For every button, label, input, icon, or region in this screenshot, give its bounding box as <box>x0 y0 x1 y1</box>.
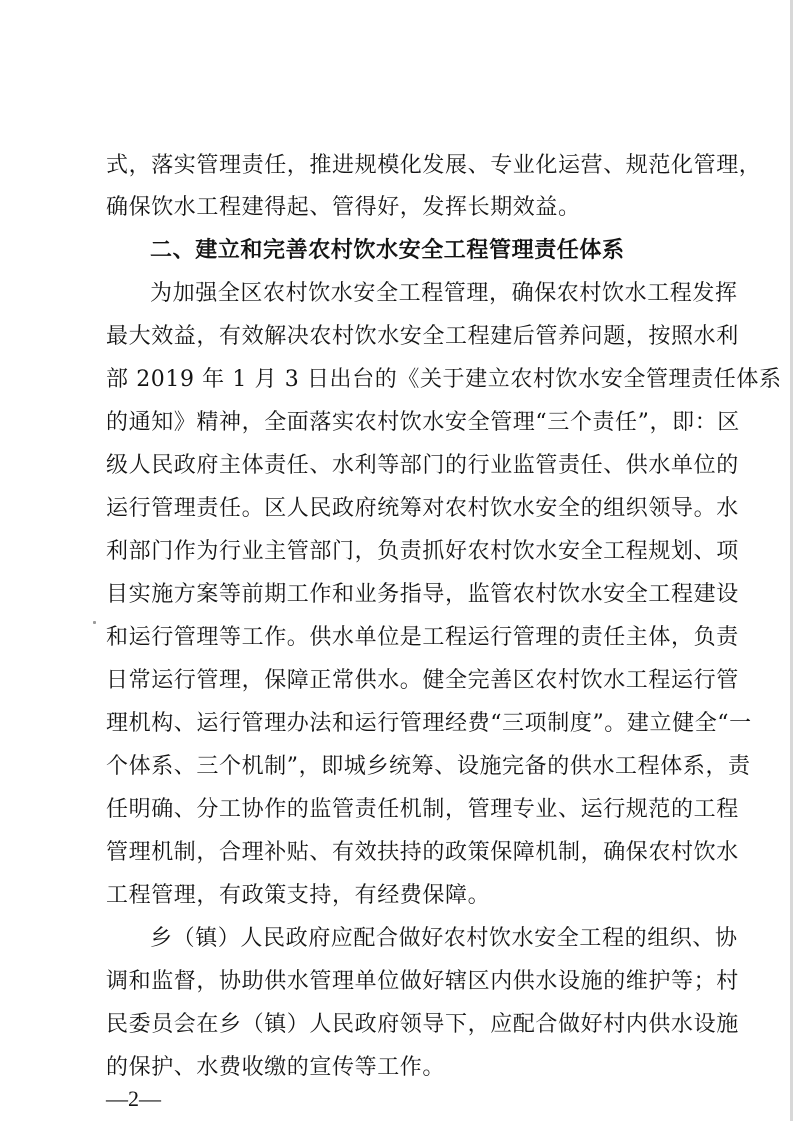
text-line: 确保饮水工程建得起、管得好，发挥长期效益。 <box>106 195 581 220</box>
paragraph-first-line: 乡（镇）人民政府应配合做好农村饮水安全工程的组织、协 <box>150 926 738 951</box>
text-line: 级人民政府主体责任、水利等部门的行业监管责任、供水单位的 <box>106 453 739 478</box>
text-line: 任明确、分工协作的监管责任机制，管理专业、运行规范的工程 <box>106 797 739 822</box>
paragraph-first-line: 为加强全区农村饮水安全工程管理，确保农村饮水工程发挥 <box>150 281 738 306</box>
text-line: 个体系、三个机制”，即城乡统筹、设施完备的供水工程体系，责 <box>106 754 751 779</box>
text-line: 工程管理，有政策支持，有经费保障。 <box>106 883 491 908</box>
text-line: 管理机制，合理补贴、有效扶持的政策保障机制，确保农村饮水 <box>106 840 739 865</box>
text-line: 最大效益，有效解决农村饮水安全工程建后管养问题，按照水利 <box>106 324 739 349</box>
text-line: 理机构、运行管理办法和运行管理经费“三项制度”。建立健全“一 <box>106 711 752 736</box>
text-line: 的保护、水费收缴的宣传等工作。 <box>106 1055 446 1080</box>
text-line: 目实施方案等前期工作和业务指导，监管农村饮水安全工程建设 <box>106 582 739 607</box>
text-line: 日常运行管理，保障正常供水。健全完善区农村饮水工程运行管 <box>106 668 739 693</box>
section-heading: 二、建立和完善农村饮水安全工程管理责任体系 <box>150 238 625 263</box>
page-number: —2— <box>106 1086 161 1111</box>
text-line: 和运行管理等工作。供水单位是工程运行管理的责任主体，负责 <box>106 625 739 650</box>
text-line: 式，落实管理责任，推进规模化发展、专业化运营、规范化管理， <box>106 153 762 178</box>
text-line: 调和监督，协助供水管理单位做好辖区内供水设施的维护等；村 <box>106 969 739 994</box>
text-line: 运行管理责任。区人民政府统筹对农村饮水安全的组织领导。水 <box>106 496 739 521</box>
text-line: 利部门作为行业主管部门，负责抓好农村饮水安全工程规划、项 <box>106 539 739 564</box>
text-line: 部 2019 年 1 月 3 日出台的《关于建立农村饮水安全管理责任体系 <box>106 367 782 392</box>
text-line: 的通知》精神，全面落实农村饮水安全管理“三个责任”，即：区 <box>106 410 740 435</box>
text-line: 民委员会在乡（镇）人民政府领导下，应配合做好村内供水设施 <box>106 1012 739 1037</box>
scan-speck <box>93 621 96 624</box>
